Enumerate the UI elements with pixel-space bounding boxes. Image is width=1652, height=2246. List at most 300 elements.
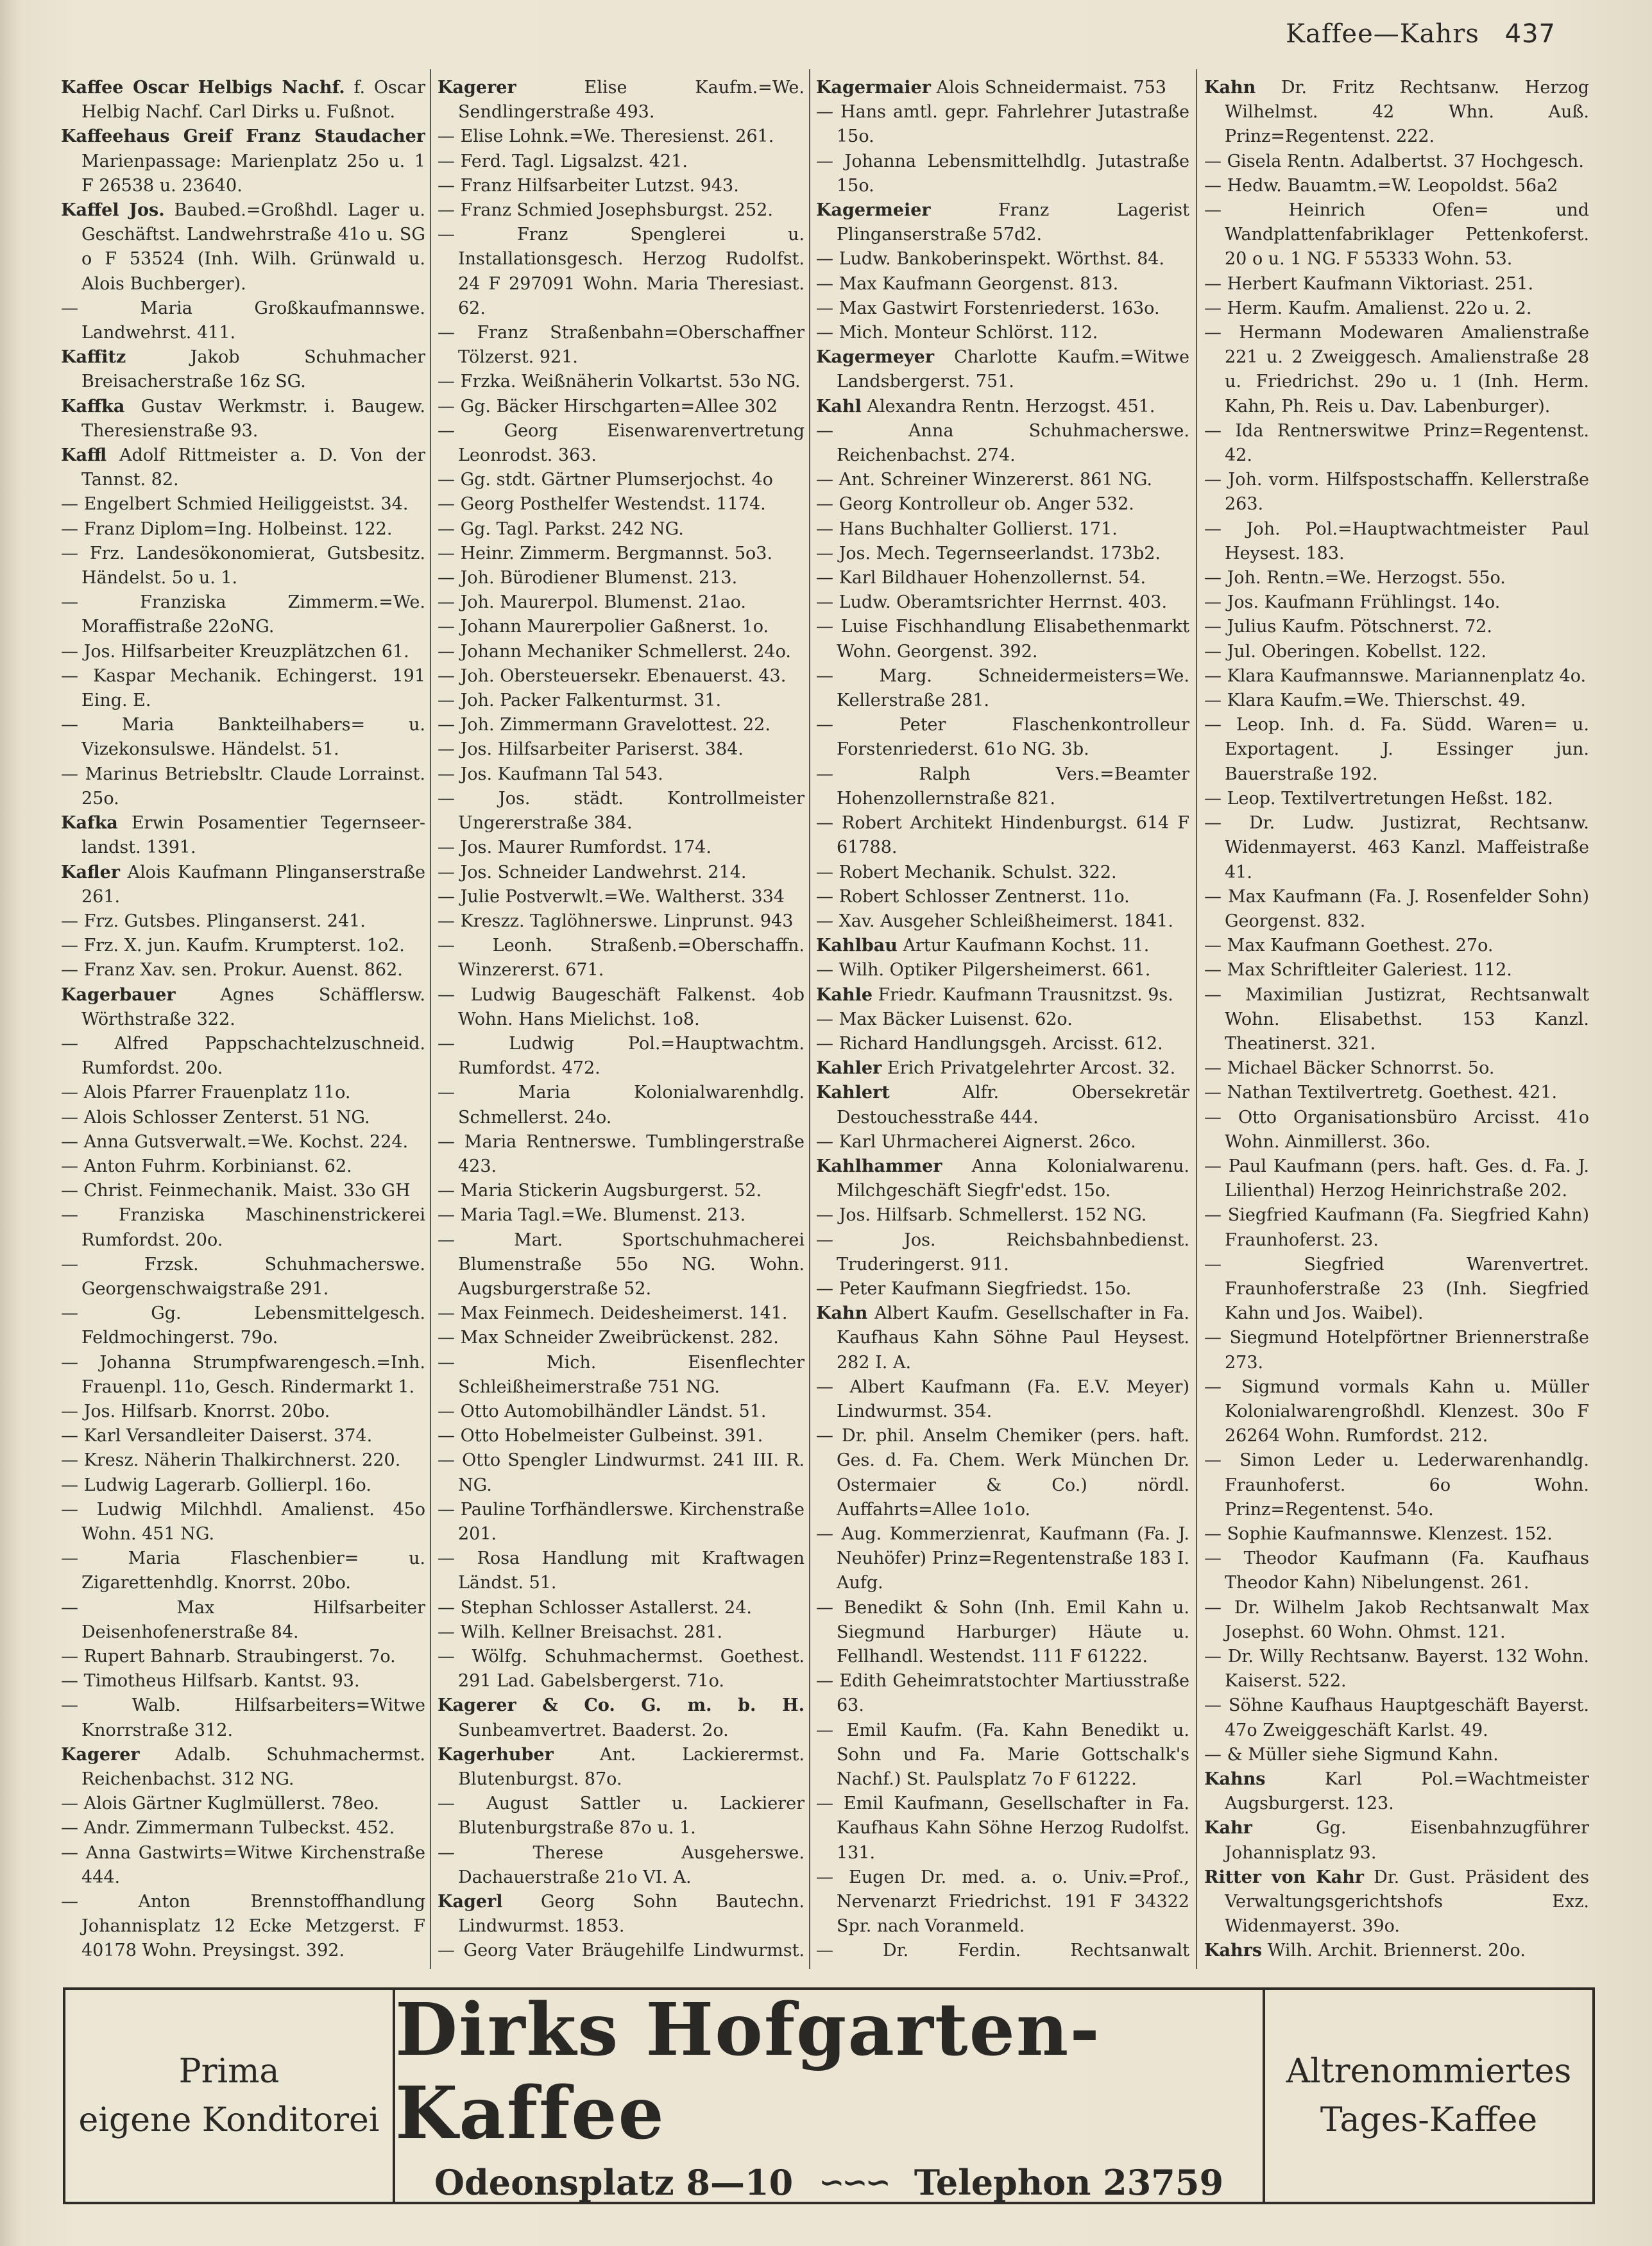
entry-text: — Anton Fuhrm. Korbinianst. 62. <box>61 1156 352 1176</box>
directory-entry <box>816 934 1189 958</box>
directory-entry <box>1204 1547 1589 1595</box>
directory-entry <box>61 1032 425 1081</box>
entry-text: — Jos. Maurer Rumfordst. 174. <box>438 837 711 858</box>
directory-entry <box>438 983 805 1032</box>
entry-surname: Kahn <box>1204 78 1256 98</box>
ad-phone: Telephon 23759 <box>914 2162 1224 2203</box>
ad-left-line-2: eigene Konditorei <box>78 2101 380 2139</box>
entry-text: — Peter Flaschenkontrolleur Forstenriederst. 61o NG. 3b. <box>816 715 1189 760</box>
directory-entry <box>816 1596 1189 1670</box>
entry-text: — Maria Bankteilhabers= u. Vizekonsulswe. Händelst. 51. <box>61 715 425 760</box>
entry-text: — Ant. Schreiner Winzererst. 861 NG. <box>816 470 1152 490</box>
directory-entry <box>816 1228 1189 1277</box>
entry-text: — Wölfg. Schuhmachermst. Goethest. 291 Lad. Gabelsbergerst. 71o. <box>438 1647 805 1692</box>
directory-entry <box>816 1522 1189 1596</box>
entry-text: — Leop. Inh. d. Fa. Südd. Waren= u. Exportagent. J. Essinger jun. Bauerstraße 192. <box>1204 715 1589 784</box>
entry-text: Erwin Posamentier Tegernseer-landst. 1391. <box>81 813 425 858</box>
directory-entry <box>1204 1596 1589 1645</box>
directory-entry <box>816 1719 1189 1792</box>
entry-text: — Maria Kolonialwarenhdlg. Schmellerst. 24o. <box>438 1083 805 1127</box>
entry-text: — Timotheus Hilfsarb. Kantst. 93. <box>61 1671 360 1692</box>
entry-text: — Johanna Lebensmittelhdlg. Jutastraße 15o. <box>816 151 1189 196</box>
entry-text: — Ludw. Oberamtsrichter Herrnst. 403. <box>816 592 1168 613</box>
entry-text: — Benedikt & Sohn (Inh. Emil Kahn u. Siegmund Harburger) Häute u. Fellhandl. Westendst. 111 F 61222. <box>816 1597 1189 1667</box>
entry-text: Agnes Schäfflersw. Wörthstraße 322. <box>81 984 425 1029</box>
directory-entry <box>438 1620 805 1645</box>
directory-entry <box>1204 640 1589 664</box>
directory-entry <box>1204 958 1589 982</box>
entry-text: — Alois Gärtner Kuglmüllerst. 78eo. <box>61 1794 379 1814</box>
directory-entry <box>61 76 425 124</box>
entry-text: — Hermann Modewaren Amalienstraße 221 u. 2 Zweiggesch. Amalienstraße 28 u. Friedrichst. 29o u. 1 (Inh. Herm. Kahn, Ph. Reis u. Dav. Labenburger). <box>1204 323 1589 416</box>
directory-entry <box>61 1596 425 1645</box>
directory-entry <box>438 566 805 590</box>
entry-text: — Joh. Zimmermann Gravelottest. 22. <box>438 715 771 735</box>
directory-entry <box>61 1498 425 1547</box>
entry-text: — Max Kaufmann Goethest. 27o. <box>1204 936 1494 956</box>
ad-address: Odeonsplatz 8—10 <box>434 2162 794 2203</box>
entry-text: — Frz. X. jun. Kaufm. Krumpterst. 1o2. <box>61 936 405 956</box>
directory-entry <box>438 1203 805 1228</box>
directory-entry <box>438 1228 805 1302</box>
directory-entry <box>1204 150 1589 174</box>
entry-text: — Georg Vater Bräugehilfe Lindwurmst. <box>438 1941 805 1961</box>
entry-text: — Rupert Bahnarb. Straubingerst. 7o. <box>61 1647 396 1667</box>
directory-entry <box>438 934 805 982</box>
directory-entry <box>1204 811 1589 885</box>
directory-entry <box>816 321 1189 345</box>
entry-text: — Gg. Tagl. Parkst. 242 NG. <box>438 519 684 539</box>
directory-entry <box>61 983 425 1032</box>
directory-entry <box>438 1448 805 1497</box>
directory-entry <box>1204 174 1589 198</box>
entry-text: — Eugen Dr. med. a. o. Univ.=Prof., Nervenarzt Friedrichst. 191 F 34322 Spr. nach Voranmeld. <box>816 1867 1189 1937</box>
entry-text: — Max Hilfsarbeiter Deisenhofenerstraße 84. <box>61 1597 425 1642</box>
directory-entry <box>438 223 805 321</box>
ad-left-line-1: Prima <box>178 2052 280 2091</box>
entry-text: — Gisela Rentn. Adalbertst. 37 Hochgesch. <box>1204 151 1584 171</box>
directory-entry <box>61 1547 425 1595</box>
directory-entry <box>816 1007 1189 1032</box>
directory-entry <box>816 861 1189 885</box>
entry-text: Alfr. Obersekretär Destouchesstraße 444. <box>837 1083 1189 1127</box>
entry-text: — Robert Schlosser Zentnerst. 11o. <box>816 886 1130 907</box>
directory-entry <box>816 909 1189 934</box>
directory-entry <box>61 1743 425 1792</box>
directory-entry <box>1204 1154 1589 1203</box>
directory-entry <box>1204 787 1589 811</box>
directory-entry <box>816 1032 1189 1056</box>
entry-text: — Johann Mechaniker Schmellerst. 24o. <box>438 641 791 662</box>
entry-text: — Karl Uhrmacherei Aignerst. 26co. <box>816 1131 1136 1152</box>
entry-surname: Kahler <box>816 1058 882 1079</box>
directory-entry <box>1204 1056 1589 1081</box>
entry-text: — Franziska Maschinenstrickerei Rumfordst. 20o. <box>61 1205 425 1250</box>
entry-text: — Frz. Gutsbes. Plinganserst. 241. <box>61 911 366 931</box>
entry-surname: Kahlert <box>816 1083 890 1103</box>
directory-entry <box>1204 468 1589 517</box>
directory-entry <box>438 1032 805 1081</box>
directory-entry <box>61 1130 425 1154</box>
directory-entry <box>438 1326 805 1350</box>
entry-text: — Alfred Pappschachtelzuschneid. Rumfordst. 20o. <box>61 1033 425 1079</box>
entry-text: — Jos. Kaufmann Frühlingst. 14o. <box>1204 592 1501 613</box>
directory-entry <box>438 1301 805 1326</box>
directory-entry <box>816 1939 1189 1966</box>
entry-text: Jakob Schuhmacher Breisacherstraße 16z SG. <box>81 347 425 392</box>
entry-surname: Kahn <box>816 1303 868 1324</box>
directory-entry <box>1204 198 1589 272</box>
entry-text: — Max Kaufmann Georgenst. 813. <box>816 273 1119 294</box>
column-divider <box>809 69 810 1969</box>
entry-text: — Michael Bäcker Schnorrst. 5o. <box>1204 1058 1495 1079</box>
entry-text: — Joh. Obersteuersekr. Ebenauerst. 43. <box>438 665 787 686</box>
entry-text: — Emil Kaufm. (Fa. Kahn Benedikt u. Sohn und Fa. Marie Gottschalk's Nachf.) St. Paulsplatz 7o F 61222. <box>816 1720 1189 1790</box>
directory-entry <box>438 1596 805 1620</box>
directory-entry <box>1204 1865 1589 1939</box>
entry-text: — Johanna Strumpfwarengesch.=Inh. Frauenpl. 11o, Gesch. Rindermarkt 1. <box>61 1352 425 1397</box>
entry-text: — Jos. Hilfsarb. Knorrst. 20bo. <box>61 1401 330 1421</box>
entry-text: Karl Pol.=Wachtmeister Augsburgerst. 123. <box>1225 1769 1589 1814</box>
directory-entry <box>61 492 425 517</box>
directory-entry <box>1204 1203 1589 1252</box>
entry-text: — Joh. Rentn.=We. Herzogst. 55o. <box>1204 568 1506 588</box>
ad-separator: ∽∽∽ <box>819 2165 889 2200</box>
entry-text: Alois Schneidermaist. 753 <box>936 78 1166 98</box>
entry-text: — Julie Postverwlt.=We. Waltherst. 334 <box>438 886 785 907</box>
directory-entry <box>61 1669 425 1693</box>
directory-entry <box>816 542 1189 566</box>
directory-entry <box>1204 590 1589 615</box>
entry-text: — Otto Hobelmeister Gulbeinst. 391. <box>438 1426 763 1446</box>
directory-entry <box>61 1841 425 1890</box>
entry-text: — Stephan Schlosser Astallerst. 24. <box>438 1597 752 1618</box>
entry-text: — Alois Pfarrer Frauenplatz 11o. <box>61 1083 351 1103</box>
entry-text: — Marg. Schneidermeisters=We. Kellerstraße 281. <box>816 665 1189 711</box>
directory-entry <box>1204 1448 1589 1522</box>
entry-text: — Jos. Hilfsarbeiter Kreuzplätzchen 61. <box>61 641 409 662</box>
directory-entry <box>816 762 1189 811</box>
entry-text: — Frz. Landesökonomierat, Gutsbesitz. Händelst. 5o u. 1. <box>61 543 425 588</box>
entry-text: Elise Kaufm.=We. Sendlingerstraße 493. <box>458 78 805 123</box>
directory-entry <box>1204 1375 1589 1449</box>
entry-text: — Robert Architekt Hindenburgst. 614 F 61788. <box>816 813 1189 858</box>
entry-text: — Theodor Kaufmann (Fa. Kaufhaus Theodor Kahn) Nibelungenst. 261. <box>1204 1548 1589 1593</box>
directory-entry <box>438 1400 805 1424</box>
entry-surname: Kaffel Jos. <box>61 200 165 221</box>
directory-entry <box>438 150 805 174</box>
entry-text: — Ferd. Tagl. Ligsalzst. 421. <box>438 151 688 171</box>
column-divider <box>1196 69 1197 1969</box>
entry-text: Gustav Werkmstr. i. Baugew. Theresienstraße 93. <box>81 396 425 441</box>
entry-surname: Kahle <box>816 984 873 1005</box>
entry-text: — Pauline Torfhändlerswe. Kirchenstraße 201. <box>438 1499 805 1544</box>
directory-entry <box>438 174 805 198</box>
entry-text: — Jos. Schneider Landwehrst. 214. <box>438 862 747 882</box>
entry-text: — Söhne Kaufhaus Hauptgeschäft Bayerst. 47o Zweiggeschäft Karlst. 49. <box>1204 1695 1589 1740</box>
entry-text: — Anna Gutsverwalt.=We. Kochst. 224. <box>61 1131 409 1152</box>
directory-entry <box>61 713 425 762</box>
directory-entry <box>61 909 425 934</box>
directory-entry <box>1204 1081 1589 1105</box>
entry-text: — Otto Spengler Lindwurmst. 241 III. R. NG. <box>438 1450 805 1495</box>
entry-text: — Max Kaufmann (Fa. J. Rosenfelder Sohn) Georgenst. 832. <box>1204 886 1589 931</box>
entry-text: — Walb. Hilfsarbeiters=Witwe Knorrstraße 312. <box>61 1695 425 1740</box>
entry-text: — Johann Maurerpolier Gaßnerst. 1o. <box>438 617 769 637</box>
entry-text: — Hans amtl. gepr. Fahrlehrer Jutastraße 15o. <box>816 102 1189 147</box>
directory-entry <box>816 492 1189 517</box>
entry-text: — Herm. Kaufm. Amalienst. 22o u. 2. <box>1204 298 1532 318</box>
directory-column-1 <box>61 76 425 1966</box>
directory-entry <box>438 861 805 885</box>
entry-text: — Ludw. Bankoberinspekt. Wörthst. 84. <box>816 249 1165 270</box>
directory-entry <box>61 1816 425 1840</box>
directory-entry <box>61 1693 425 1742</box>
entry-text: Gg. Eisenbahnzugführer Johannisplatz 93. <box>1225 1818 1589 1863</box>
directory-entry <box>816 247 1189 271</box>
directory-entry <box>61 1964 425 1966</box>
directory-entry <box>816 1277 1189 1301</box>
entry-text: — Engelbert Schmied Heiliggeistst. 34. <box>61 494 409 515</box>
directory-entry <box>1204 272 1589 296</box>
entry-text: — Jos. Hilfsarbeiter Pariserst. 384. <box>438 739 744 760</box>
directory-entry <box>438 76 805 124</box>
entry-text: — Otto Automobilhändler Ländst. 51. <box>438 1401 767 1421</box>
directory-entry <box>1204 615 1589 639</box>
directory-entry <box>61 198 425 296</box>
directory-entry <box>61 664 425 713</box>
entry-text: — Peter Kaufmann Siegfriedst. 15o. <box>816 1278 1132 1299</box>
entry-text: — Andr. Zimmermann Tulbeckst. 452. <box>61 1818 395 1839</box>
entry-text: — Franz Schmied Josephsburgst. 252. <box>438 200 773 221</box>
entry-text: — Anna Gastwirts=Witwe Kirchenstraße 444. <box>61 1842 425 1887</box>
entry-text: — Karl Versandleiter Daiserst. 374. <box>61 1426 373 1446</box>
entry-text: — Joh. Bürodiener Blumenst. 213. <box>438 568 738 588</box>
directory-entry <box>61 958 425 982</box>
directory-entry <box>1204 1939 1589 1963</box>
directory-entry <box>61 517 425 542</box>
entry-text: — Wilh. Optiker Pilgersheimerst. 661. <box>816 960 1151 981</box>
entry-text: — Karl Bildhauer Hohenzollernst. 54. <box>816 568 1146 588</box>
entry-text: — Joh. Pol.=Hauptwachtmeister Paul Heysest. 183. <box>1204 519 1589 563</box>
directory-entry <box>61 1792 425 1816</box>
entry-text: — Jos. Hilfsarb. Schmellerst. 152 NG. <box>816 1205 1147 1226</box>
entry-text: — Alois Schlosser Zenterst. 51 NG. <box>61 1107 370 1127</box>
column-divider <box>430 69 431 1969</box>
entry-text: — Leonh. Straßenb.=Oberschaffn. Winzererst. 671. <box>438 936 805 981</box>
entry-text: — Richard Handlungsgeh. Arcisst. 612. <box>816 1033 1163 1054</box>
entry-text: — Maria Stickerin Augsburgerst. 52. <box>438 1181 762 1201</box>
directory-entry <box>1204 713 1589 787</box>
entry-text: — Franz Xav. sen. Prokur. Auenst. 862. <box>61 960 403 981</box>
entry-surname: Kafler <box>61 862 120 882</box>
entry-surname: Kafka <box>61 813 118 834</box>
directory-entry <box>1204 566 1589 590</box>
entry-text: — Ludwig Lagerarb. Gollierpl. 16o. <box>61 1475 371 1495</box>
directory-entry <box>61 1890 425 1964</box>
entry-text: — Gg. stdt. Gärtner Plumserjochst. 4o <box>438 470 773 490</box>
entry-text: — Kaspar Mechanik. Echingerst. 191 Eing. E. <box>61 665 425 711</box>
entry-text: — Heinrich Ofen= und Wandplattenfabriklager Pettenkoferst. 20 o u. 1 NG. F 55333 Wohn. 53. <box>1204 200 1589 270</box>
directory-entry <box>816 1154 1189 1203</box>
directory-entry <box>1204 296 1589 321</box>
entry-text: Sunbeamvertret. Baaderst. 2o. <box>458 1720 729 1740</box>
directory-entry <box>61 1473 425 1498</box>
directory-entry <box>438 909 805 934</box>
entry-text: — Franz Hilfsarbeiter Lutzst. 943. <box>438 175 739 196</box>
directory-entry <box>816 983 1189 1007</box>
entry-text: — Franz Spenglerei u. Installationsgesch. Herzog Rudolfst. 24 F 297091 Wohn. Maria Theresiast. 62. <box>438 225 805 318</box>
entry-text: — Joh. vorm. Hilfspostschaffn. Kellerstraße 263. <box>1204 470 1589 515</box>
directory-entry <box>816 395 1189 419</box>
directory-entry <box>438 1179 805 1203</box>
entry-surname: Kaffka <box>61 396 125 416</box>
entry-text: — Simon Leder u. Lederwarenhandlg. Fraunhoferst. 6o Wohn. Prinz=Regentenst. 54o. <box>1204 1450 1589 1520</box>
directory-column-3 <box>816 76 1189 1966</box>
directory-entry <box>438 1081 805 1129</box>
entry-text: — Max Schneider Zweibrückenst. 282. <box>438 1328 779 1348</box>
entry-text: — Mich. Monteur Schlörst. 112. <box>816 323 1098 343</box>
entry-text: — Wilh. Kellner Breisachst. 281. <box>438 1622 723 1642</box>
directory-entry <box>1204 983 1589 1057</box>
entry-text: Adolf Rittmeister a. D. Von der Tannst. 82. <box>81 445 425 490</box>
directory-entry <box>1204 1106 1589 1154</box>
entry-surname: Kahlhammer <box>816 1156 942 1176</box>
directory-entry <box>1204 321 1589 419</box>
entry-text: — Gg. Lebensmittelgesch. Feldmochingerst. 79o. <box>61 1303 425 1348</box>
directory-entry <box>438 737 805 762</box>
directory-entry <box>61 443 425 492</box>
directory-entry <box>61 1448 425 1473</box>
entry-text: — Siegfried Kaufmann (Fa. Siegfried Kahn) Fraunhoferst. 23. <box>1204 1205 1589 1250</box>
directory-entry <box>438 395 805 419</box>
entry-surname: Kagermaier <box>816 78 931 98</box>
entry-text: — Dr. Ferdin. Rechtsanwalt <box>816 1941 1189 1961</box>
directory-entry <box>1204 1326 1589 1375</box>
directory-entry <box>61 1203 425 1252</box>
entry-text: — Albert Kaufmann (Fa. E.V. Meyer) Lindwurmst. 354. <box>816 1376 1189 1421</box>
entry-text: — Jos. Reichsbahnbedienst. Truderingerst. 911. <box>816 1230 1189 1274</box>
entry-text: — Siegmund Hotelpförtner Briennerstraße 273. <box>1204 1328 1589 1373</box>
directory-entry <box>438 542 805 566</box>
entry-text: Baubed.=Großhdl. Lager u. Geschäftst. Landwehrstraße 41o u. SG o F 53524 (Inh. Wilh. Grünwald u. Alois Buchberger). <box>81 200 425 294</box>
directory-entry <box>1204 1743 1589 1767</box>
directory-entry <box>438 1351 805 1400</box>
entry-surname: Kagerhuber <box>438 1744 554 1765</box>
directory-entry <box>1204 1693 1589 1742</box>
entry-surname: Kahlbau <box>816 936 898 956</box>
directory-entry <box>438 124 805 149</box>
directory-entry <box>61 1424 425 1448</box>
entry-text: Charlotte Kaufm.=Witwe Landsbergerst. 751. <box>837 347 1189 392</box>
directory-entry <box>61 1645 425 1669</box>
directory-entry <box>816 468 1189 492</box>
directory-entry <box>438 762 805 787</box>
directory-entry <box>438 713 805 737</box>
entry-text: — Ida Rentnerswitwe Prinz=Regentenst. 42. <box>1204 420 1589 466</box>
entry-surname: Kagermeyer <box>816 347 935 368</box>
entry-text: — Herbert Kaufmann Viktoriast. 251. <box>1204 273 1534 294</box>
directory-entry <box>61 345 425 394</box>
directory-entry <box>61 934 425 958</box>
entry-text: — Ludwig Baugeschäft Falkenst. 4ob Wohn. Hans Mielichst. 1o8. <box>438 984 805 1029</box>
entry-text: — Christ. Feinmechanik. Maist. 33o GH <box>61 1181 411 1201</box>
directory-entry <box>816 1375 1189 1424</box>
entry-text: — Jos. Kaufmann Tal 543. <box>438 764 663 784</box>
entry-surname: Kaffee Oscar Helbigs Nachf. <box>61 78 345 98</box>
entry-surname: Kahns <box>1204 1769 1266 1790</box>
entry-text: Adalb. Schuhmachermst. Reichenbachst. 312 NG. <box>81 1744 425 1790</box>
entry-text: Ant. Lackierermst. Blutenburgst. 87o. <box>458 1744 805 1790</box>
entry-text: Georg Sohn Bautechn. Lindwurmst. 1853. <box>458 1892 805 1937</box>
entry-text: — Anton Brennstoffhandlung Johannisplatz 12 Ecke Metzgerst. F 40178 Wohn. Preysingst. 392. <box>61 1892 425 1961</box>
entry-text: Alexandra Rentn. Herzogst. 451. <box>867 396 1155 416</box>
directory-entry <box>1204 76 1589 150</box>
entry-text: — Maximilian Justizrat, Rechtsanwalt Wohn. Elisabethst. 153 Kanzl. Theatinerst. 321. <box>1204 984 1589 1054</box>
entry-surname: Kaffitz <box>61 347 126 368</box>
entry-text: — Franz Straßenbahn=Oberschaffner Tölzerst. 921. <box>438 323 805 368</box>
directory-entry <box>61 542 425 590</box>
entry-text: — Joh. Packer Falkenturmst. 31. <box>438 690 722 711</box>
entry-surname: Kagerbauer <box>61 984 176 1005</box>
directory-entry <box>438 1890 805 1939</box>
entry-text: — Luise Fischhandlung Elisabethenmarkt Wohn. Georgenst. 392. <box>816 617 1189 662</box>
directory-entry <box>438 1792 805 1840</box>
entry-text: Alois Kaufmann Plinganserstraße 261. <box>81 862 425 907</box>
entry-surname: Kaffl <box>61 445 107 466</box>
entry-text: — Julius Kaufm. Pötschnerst. 72. <box>1204 617 1492 637</box>
directory-entry <box>816 1130 1189 1154</box>
directory-entry <box>61 861 425 909</box>
directory-entry <box>1204 1522 1589 1547</box>
entry-text: — Aug. Kommerzienrat, Kaufmann (Fa. J. Neuhöfer) Prinz=Regentenstraße 183 I. Aufg. <box>816 1523 1189 1593</box>
entry-text: — Jos. Mech. Tegernseerlandst. 173b2. <box>816 543 1161 563</box>
directory-entry <box>438 689 805 713</box>
directory-entry <box>61 296 425 345</box>
entry-text: — & Müller siehe Sigmund Kahn. <box>1204 1744 1499 1765</box>
entry-surname: Kagerer <box>438 78 516 98</box>
directory-entry <box>61 640 425 664</box>
advertisement <box>63 1987 1595 2204</box>
directory-entry <box>1204 934 1589 958</box>
directory-entry <box>816 885 1189 909</box>
directory-entry <box>438 1498 805 1547</box>
ad-left-panel <box>65 1990 395 2202</box>
entry-text: — Ludwig Pol.=Hauptwachtm. Rumfordst. 472. <box>438 1033 805 1079</box>
directory-entry <box>438 517 805 542</box>
directory-entry <box>816 590 1189 615</box>
entry-text: — Maria Großkaufmannswe. Landwehrst. 411. <box>61 298 425 343</box>
directory-entry <box>438 492 805 517</box>
directory-entry <box>1204 1816 1589 1865</box>
entry-text: — Emil Kaufmann, Gesellschafter in Fa. Kaufhaus Kahn Söhne Herzog Rudolfst. 131. <box>816 1794 1189 1863</box>
directory-entry <box>816 100 1189 149</box>
entry-text: — Dr. Ludw. Justizrat, Rechtsanw. Widenmayerst. 463 Kanzl. Maffeistraße 41. <box>1204 813 1589 882</box>
directory-entry <box>1204 1645 1589 1693</box>
entry-text: Erich Privatgelehrter Arcost. 32. <box>887 1058 1176 1079</box>
entry-text: — Franz Diplom=Ing. Holbeinst. 122. <box>61 519 393 539</box>
directory-entry <box>438 640 805 664</box>
entry-text: — Hans Buchhalter Gollierst. 171. <box>816 519 1118 539</box>
directory-entry <box>816 517 1189 542</box>
directory-entry <box>61 395 425 443</box>
entry-text: Artur Kaufmann Kochst. 11. <box>903 936 1150 956</box>
directory-entry <box>816 958 1189 982</box>
directory-entry <box>438 1693 805 1742</box>
entry-text: — Franziska Zimmerm.=We. Moraffistraße 22oNG. <box>61 592 425 637</box>
directory-entry <box>438 885 805 909</box>
directory-entry <box>438 468 805 492</box>
